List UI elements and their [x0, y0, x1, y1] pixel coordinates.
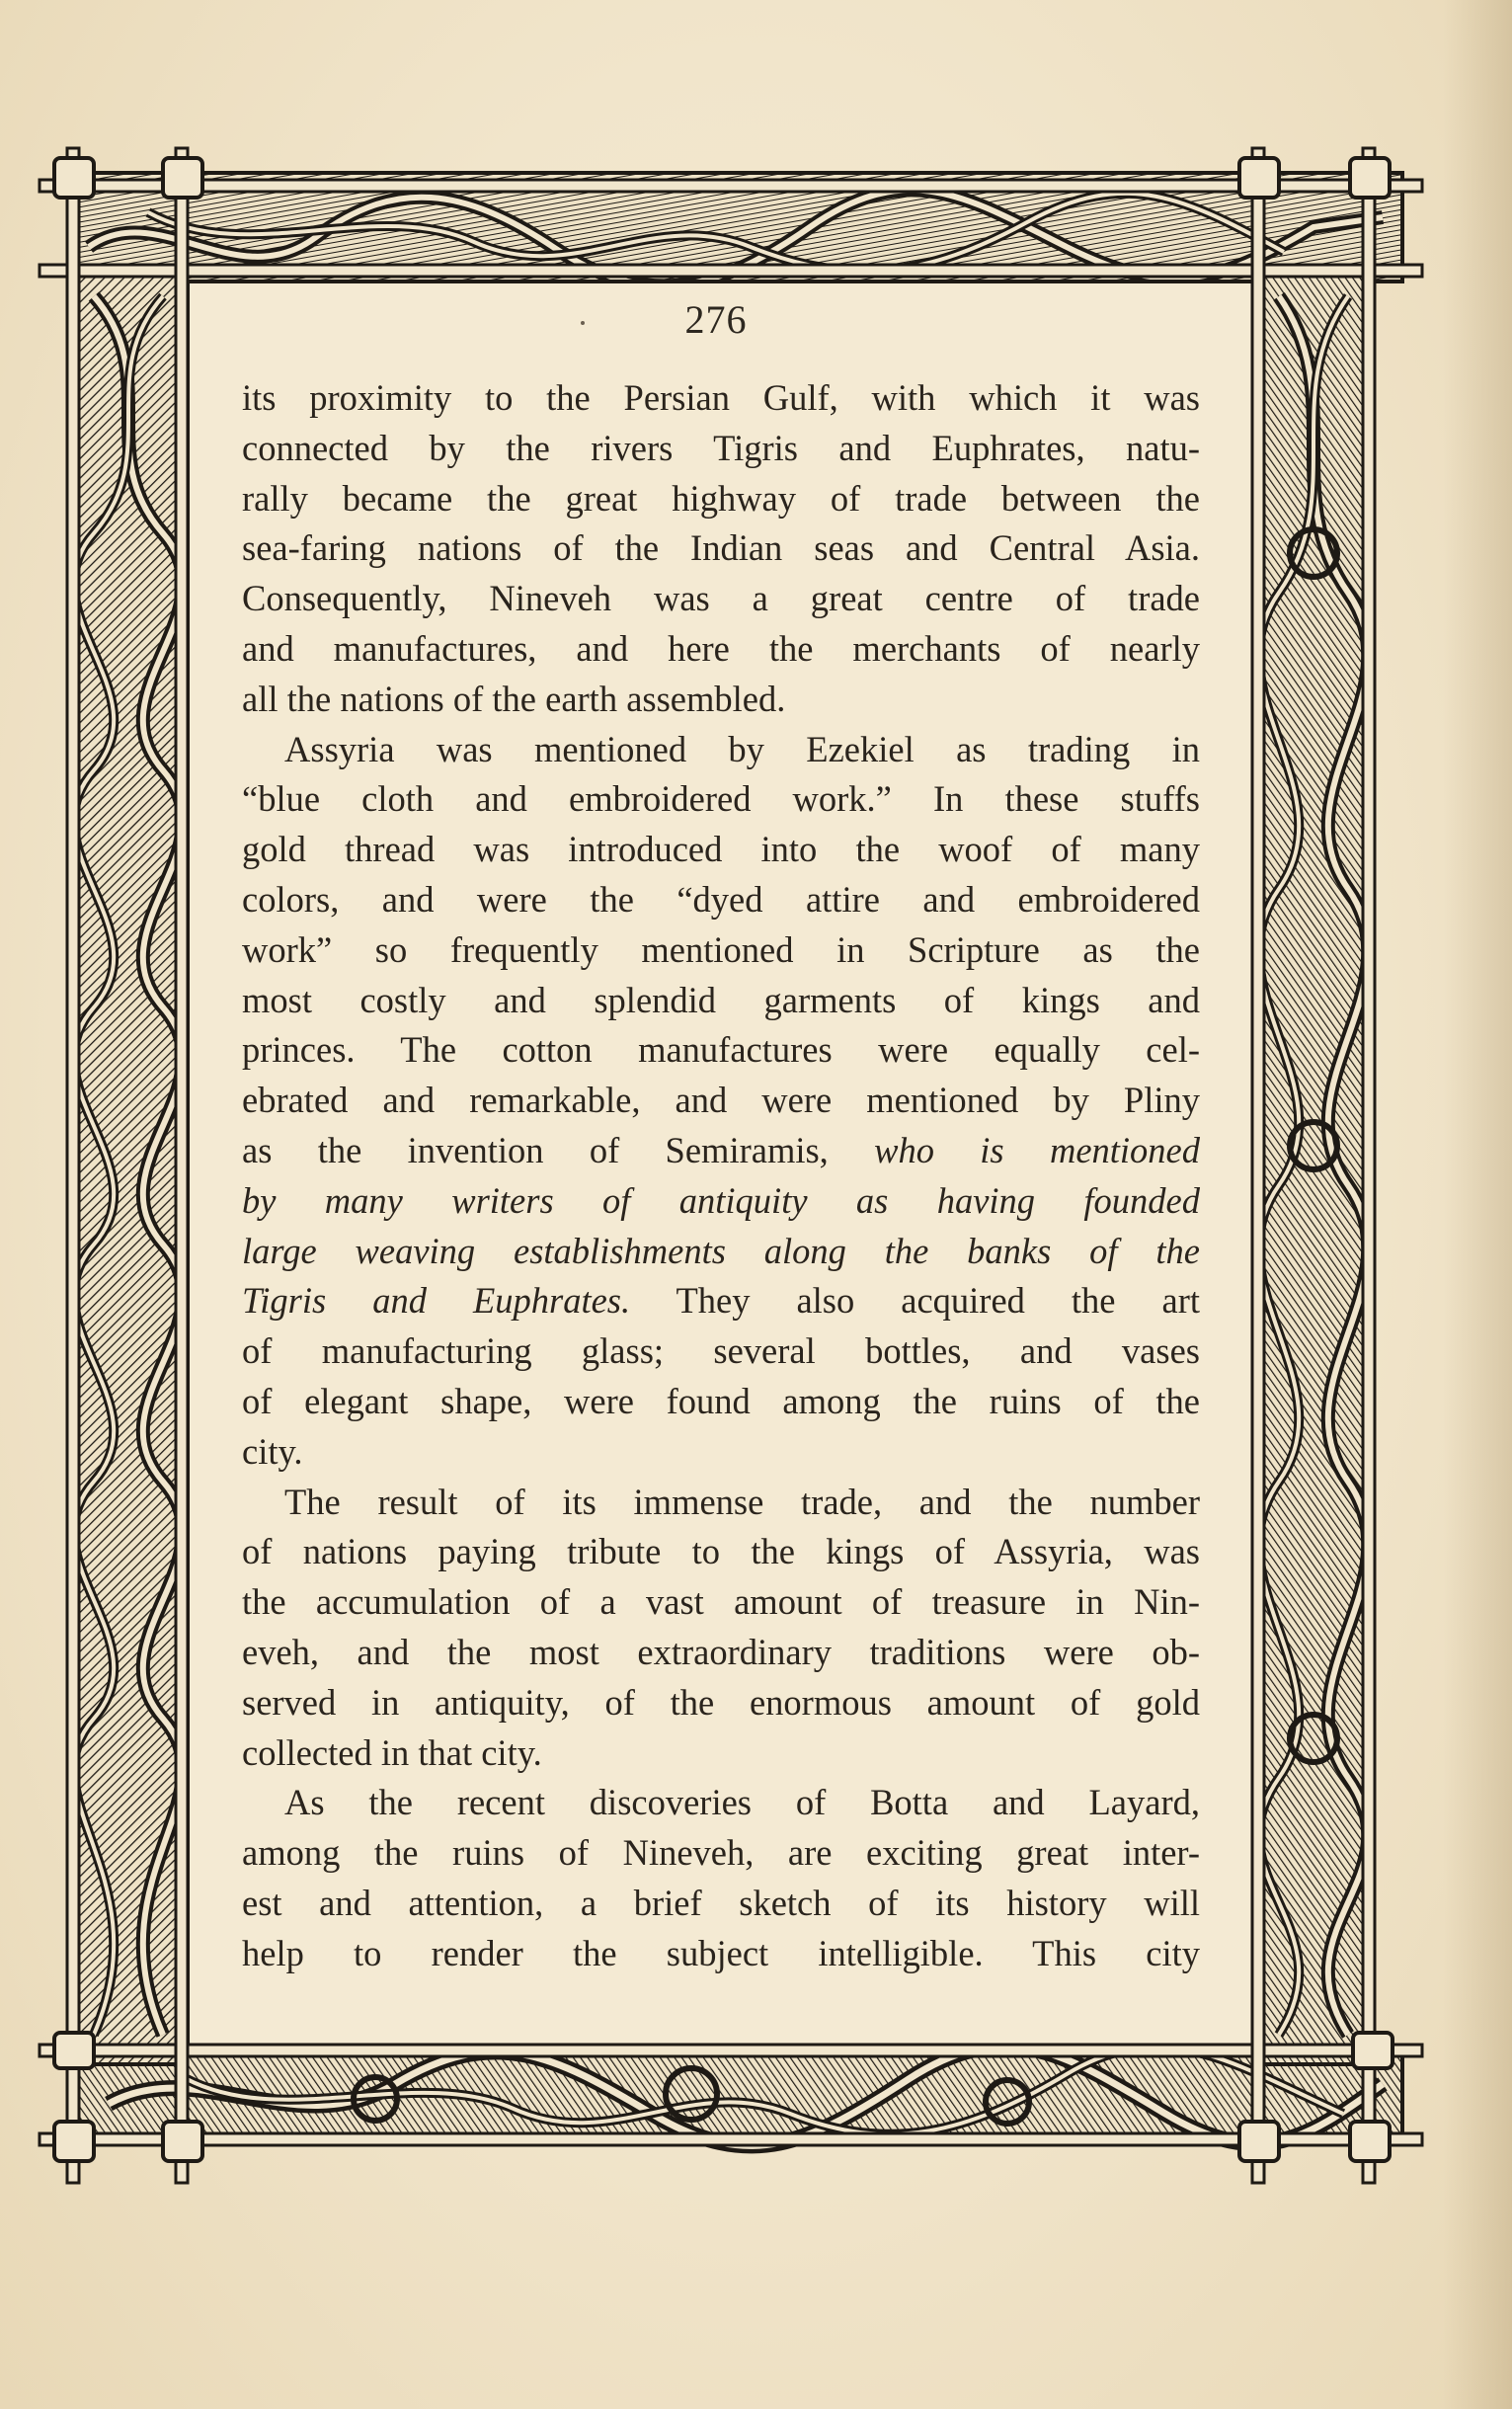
text-line	[242, 1276, 1200, 1326]
text-line: of manufacturing glass; several bottles, and vases	[242, 1330, 1200, 1372]
text-line: and manufactures, and here the merchants of nearly	[242, 627, 1200, 669]
text-line: work” so frequently mentioned in Scripture as the	[242, 928, 1200, 970]
text-line: help to render the subject intelligible. This city	[242, 1932, 1200, 1973]
text-line: eveh, and the most extraordinary traditions were ob-	[242, 1631, 1200, 1672]
text-line: rally became the great highway of trade between the	[242, 477, 1200, 519]
text-line: city.	[242, 1430, 303, 1472]
text-italic: Tigris and Euphrates.	[242, 1280, 631, 1322]
text-line-italic: large weaving establishments along the banks of the	[242, 1230, 1200, 1271]
text-line: among the ruins of Nineveh, are exciting great inter-	[242, 1832, 1200, 1874]
page-dot	[581, 321, 585, 325]
text-line: sea-faring nations of the Indian seas and Central Asia.	[242, 527, 1200, 569]
text-line: connected by the rivers Tigris and Euphrates, natu-	[242, 427, 1200, 468]
text-line: all the nations of the earth assembled.	[242, 678, 786, 719]
text-line: Consequently, Nineveh was a great centre of trade	[242, 578, 1200, 619]
right-border-column	[1259, 267, 1368, 2064]
text-line: ebrated and remarkable, and were mentioned by Pliny	[242, 1080, 1200, 1121]
text-line: colors, and were the “dyed attire and embroidered	[242, 878, 1200, 920]
text-line: Assyria was mentioned by Ezekiel as trading in	[284, 728, 1200, 769]
text-line: “blue cloth and embroidered work.” In these stuffs	[242, 778, 1200, 820]
text-line: most costly and splendid garments of kings and	[242, 979, 1200, 1020]
bottom-border-band	[69, 2047, 1402, 2146]
text-line	[242, 1126, 1200, 1176]
text-line: served in antiquity, of the enormous amount of gold	[242, 1681, 1200, 1723]
text-roman: They also acquired the art	[630, 1280, 1200, 1322]
text-line: of elegant shape, were found among the ruins of the	[242, 1380, 1200, 1421]
text-line: The result of its immense trade, and the number	[284, 1481, 1200, 1522]
text-line: As the recent discoveries of Botta and Layard,	[284, 1782, 1200, 1823]
text-line: gold thread was introduced into the woof of many	[242, 829, 1200, 870]
text-line: the accumulation of a vast amount of treasure in Nin-	[242, 1581, 1200, 1623]
text-line: est and attention, a brief sketch of its history will	[242, 1882, 1200, 1923]
text-line: its proximity to the Persian Gulf, with which it was	[242, 377, 1200, 418]
text-italic: who is mentioned	[828, 1129, 1201, 1170]
text-line: princes. The cotton manufactures were equally cel-	[242, 1029, 1200, 1071]
text-line: collected in that city.	[242, 1731, 542, 1773]
page-number: 276	[684, 297, 748, 342]
left-border-column	[74, 267, 183, 2064]
text-roman: as the invention of Semiramis,	[242, 1129, 829, 1170]
body-text	[242, 373, 1200, 1979]
text-line: of nations paying tribute to the kings of Assyria, was	[242, 1531, 1200, 1572]
text-line-italic: by many writers of antiquity as having founded	[242, 1179, 1200, 1221]
